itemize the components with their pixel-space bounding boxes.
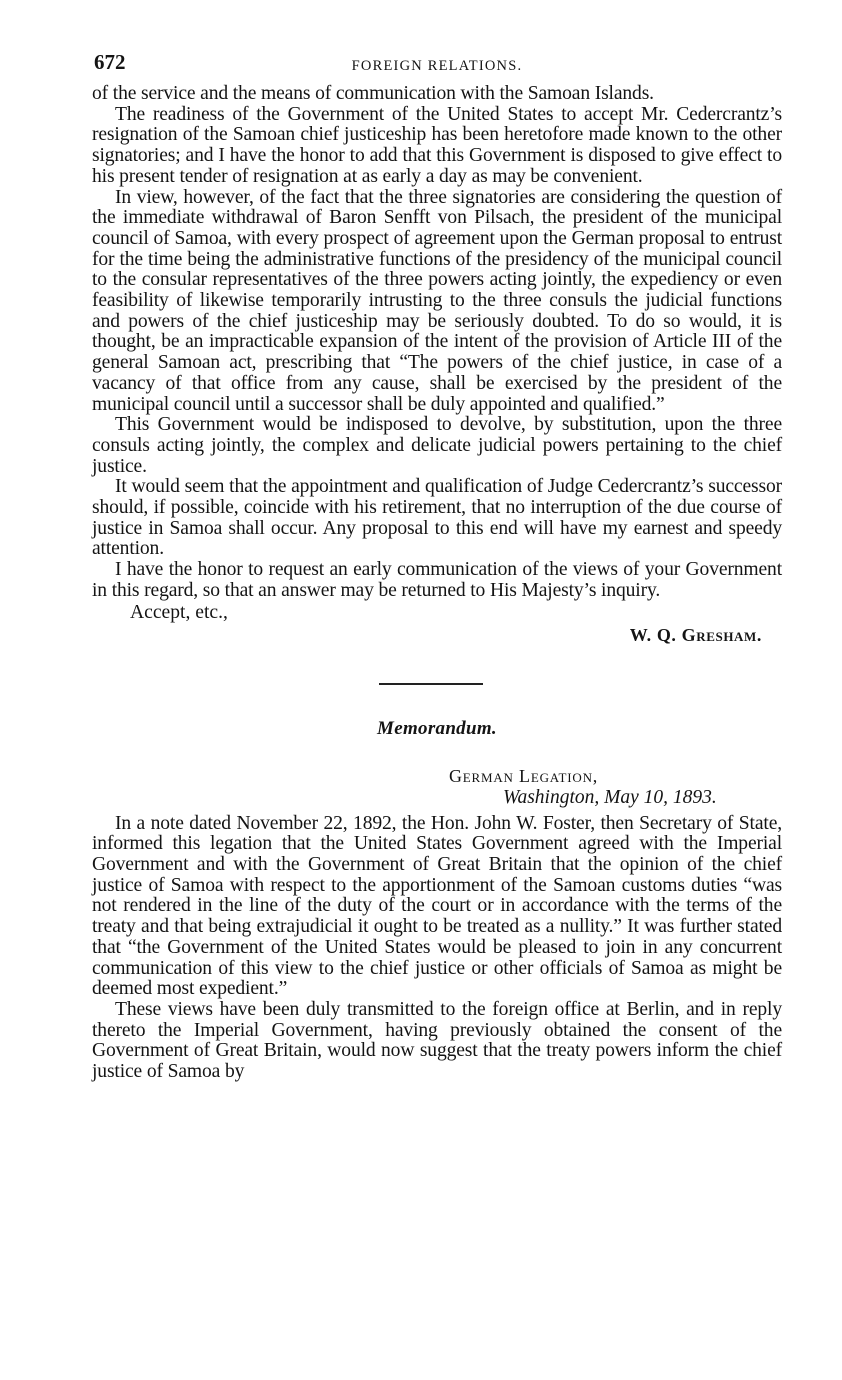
- letter-paragraph: It would seem that the appointment and qualification of Judge Cedercrantz’s successor should, if possible, coincide with his retirement, that no interruption of the due course of justice in Samoa shall occur. Any proposal to this end will have my earnest and speedy attention.: [92, 476, 782, 560]
- document-page: [92, 50, 782, 1083]
- section-divider: [379, 683, 483, 685]
- letter-paragraph: The readiness of the Government of the United States to accept Mr. Cedercrantz’s resignation of the Samoan chief justiceship has been heretofore made known to the other signatories; and I have the honor to add that this Government is disposed to give effect to his present tender of resignation at as early a day as may be convenient.: [92, 103, 782, 187]
- page-number: 672: [94, 50, 126, 74]
- page-header: [92, 50, 782, 84]
- memorandum-title: Memorandum.: [377, 717, 497, 739]
- memorandum-paragraph: These views have been duly transmitted to the foreign office at Berlin, and in reply thereto the Imperial Government, having previously obtained the consent of the Government of Great Britain, would now suggest that the treaty powers inform the chief justice of Samoa by: [92, 998, 782, 1083]
- letter-paragraph: This Government would be indisposed to devolve, by substitution, upon the three consuls acting jointly, the complex and delicate judicial powers pertaining to the chief justice.: [92, 414, 782, 477]
- closing-line: Accept, etc.,: [130, 601, 228, 623]
- letter-paragraph-continued: of the service and the means of communication with the Samoan Islands.: [92, 83, 654, 104]
- signature: W. Q. Gresham.: [629, 624, 762, 645]
- legation-heading: German Legation,: [449, 765, 599, 786]
- running-title: FOREIGN RELATIONS.: [351, 58, 523, 74]
- memorandum-dateline: Washington, May 10, 1893.: [503, 786, 717, 808]
- memorandum-body: [92, 814, 782, 1083]
- letter-paragraph: I have the honor to request an early communication of the views of your Government in this regard, so that an answer may be returned to His Majesty’s inquiry.: [92, 559, 782, 601]
- memorandum-paragraph: In a note dated November 22, 1892, the Hon. John W. Foster, then Secretary of State, informed this legation that the United States Government agreed with the Imperial Government and with the Government of Great Britain that the opinion of the chief justice of Samoa with respect to the apportionment of the Samoan customs duties “was not rendered in the line of the duty of the court or in accordance with the terms of the treaty and that being extrajudicial it ought to be treated as a nullity.” It was further stated that “the Government of the United States would be pleased to join in any concurrent communication of this view to the chief justice or other officials of Samoa as might be deemed most expedient.”: [92, 812, 782, 1000]
- letter-paragraph: In view, however, of the fact that the three signatories are considering the question of the immediate withdrawal of Baron Senfft von Pilsach, the president of the municipal council of Samoa, with every prospect of agreement upon the German proposal to entrust for the time being the administrative functions of the presidency of the municipal council to the consular representatives of the three powers acting jointly, the expediency or even feasibility of likewise temporarily intrusting to the three consuls the judicial functions and powers of the chief justiceship may be seriously doubted. To do so would, it is thought, be an impracticable expansion of the intent of the provision of Article III of the general Samoan act, prescribing that “The powers of the chief justice, in case of a vacancy of that office from any cause, shall be exercised by the president of the municipal council until a successor shall be duly appointed and qualified.”: [92, 186, 782, 415]
- letter-body: [92, 84, 782, 602]
